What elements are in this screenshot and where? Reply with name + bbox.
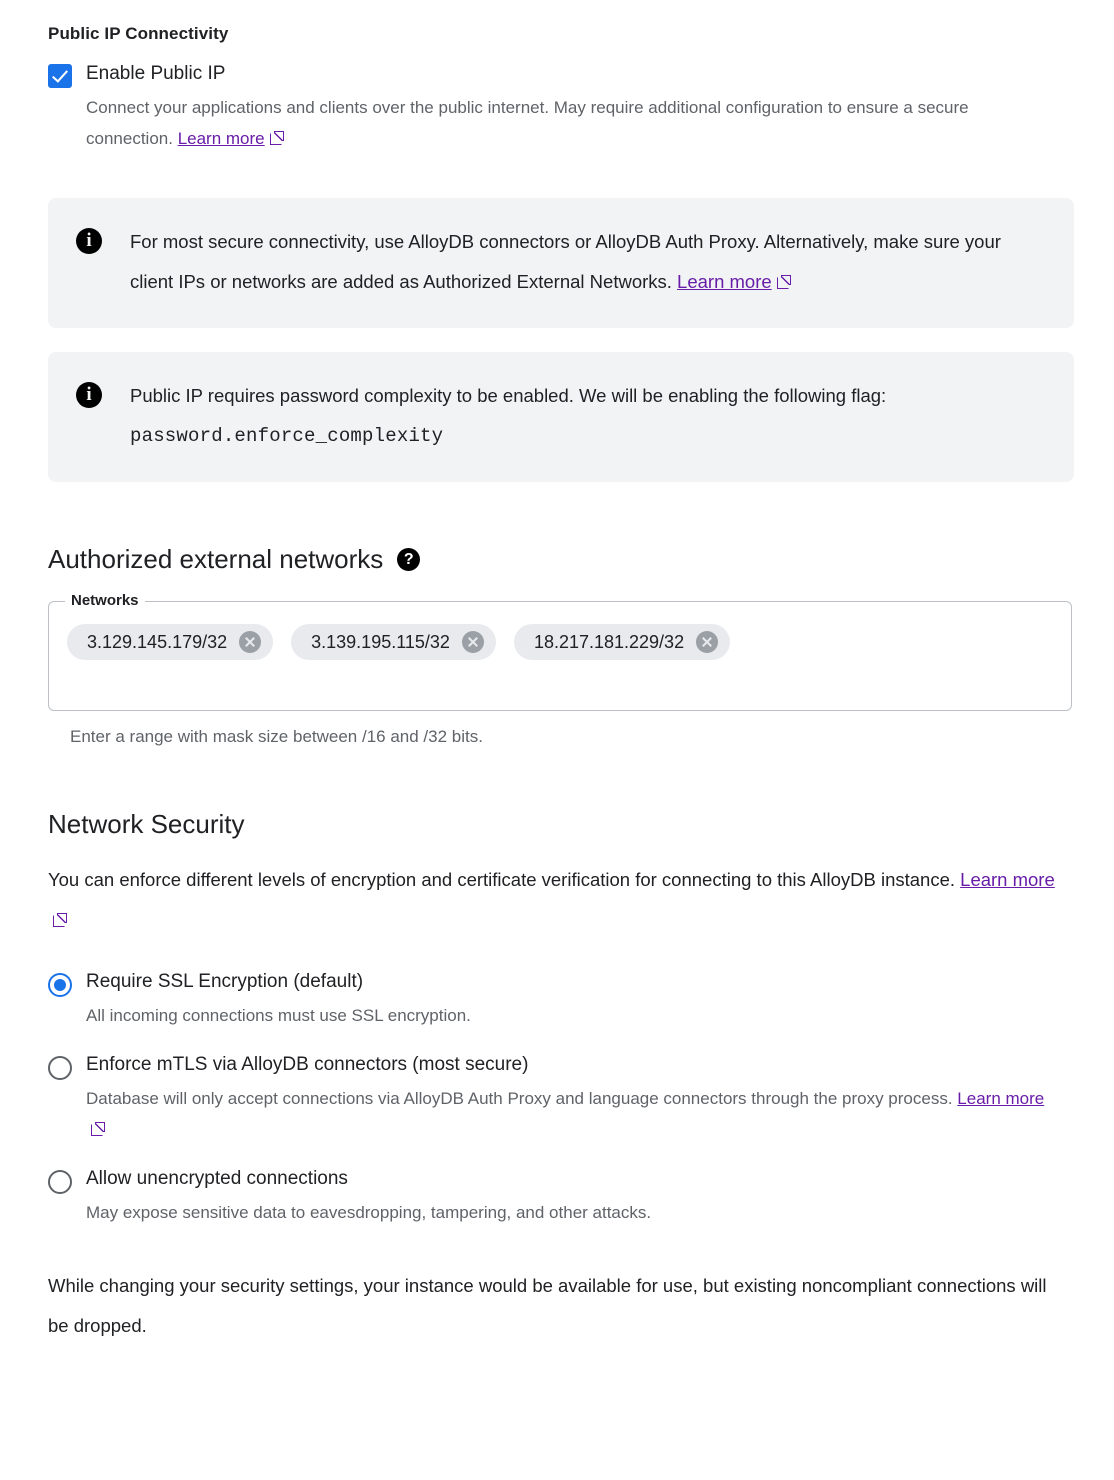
enable-public-ip-description [86,92,1006,154]
networks-hint-text: Enter a range with mask size between /16 and /32 bits. [70,727,483,746]
authorized-networks-heading: Authorized external networks [48,544,384,574]
enable-public-ip-label: Enable Public IP [86,63,226,84]
require-ssl-radio[interactable] [48,973,72,997]
network-security-learn-more-link[interactable]: Learn more [960,869,1055,890]
network-chip[interactable] [514,624,730,660]
enforce-mtls-label: Enforce mTLS via AlloyDB connectors (most secure) [86,1054,529,1075]
enable-public-ip-checkbox[interactable] [48,64,72,88]
require-ssl-label: Require SSL Encryption (default) [86,971,364,992]
authorized-networks-heading-row [48,544,1074,575]
network-chip-label: 3.129.145.179/32 [87,631,228,652]
secure-connectivity-callout-text [130,222,1010,302]
external-link-icon [53,913,67,927]
allow-unencrypted-radio[interactable] [48,1170,72,1194]
help-icon[interactable]: ? [397,548,420,571]
enforce-mtls-radio[interactable] [48,1056,72,1080]
close-icon[interactable] [462,631,484,653]
network-security-radio-group [48,970,1074,1228]
secure-connectivity-callout [48,198,1074,328]
password-complexity-callout [48,352,1074,482]
secure-connectivity-learn-more-link[interactable]: Learn more [677,271,772,292]
password-complexity-callout-text [130,376,886,456]
password-complexity-flag: password.enforce_complexity [130,425,444,447]
network-chip-label: 18.217.181.229/32 [533,631,685,652]
networks-field-legend: Networks [65,592,145,609]
enable-public-ip-description-text: Connect your applications and clients over the public internet. May require additional configuration to ensure a secure connection. [86,98,969,148]
public-ip-section-label: Public IP Connectivity [48,24,229,43]
allow-unencrypted-description: May expose sensitive data to eavesdropping, tampering, and other attacks. [86,1203,652,1222]
network-security-description [48,860,1058,940]
require-ssl-description: All incoming connections must use SSL encryption. [86,1006,471,1025]
enforce-mtls-description [86,1083,1046,1145]
option-allow-unencrypted[interactable] [48,1167,1074,1228]
network-chip-label: 3.139.195.115/32 [311,631,450,652]
security-settings-footnote: While changing your security settings, your instance would be available for use, but existing noncompliant connections will be dropped. [48,1275,1047,1336]
enforce-mtls-learn-more-link[interactable]: Learn more [957,1089,1045,1108]
network-chip[interactable] [291,624,496,660]
option-enforce-mtls[interactable] [48,1053,1074,1145]
close-icon[interactable] [239,631,261,653]
password-complexity-callout-body: Public IP requires password complexity to be enabled. We will be enabling the following flag: [130,385,887,406]
info-icon: i [76,382,102,408]
require-ssl-content [86,970,1074,1031]
enforce-mtls-description-text: Database will only accept connections via AlloyDB Auth Proxy and language connectors through the proxy process. [86,1089,953,1108]
enable-public-ip-content [86,62,1074,154]
external-link-icon [270,131,284,145]
network-security-description-text: You can enforce different levels of encryption and certificate verification for connecting to this AlloyDB instance. [48,869,956,890]
close-icon[interactable] [696,631,718,653]
network-chip[interactable] [67,624,273,660]
enable-public-ip-row[interactable] [48,62,1074,154]
public-ip-learn-more-link[interactable]: Learn more [177,129,265,148]
networks-chip-input[interactable] [48,592,1072,711]
networks-chip-list [67,624,1053,660]
network-security-heading: Network Security [48,809,245,839]
external-link-icon [91,1122,105,1136]
info-icon: i [76,228,102,254]
option-require-ssl[interactable] [48,970,1074,1031]
enforce-mtls-content [86,1053,1074,1145]
external-link-icon [777,275,791,289]
secure-connectivity-callout-body: For most secure connectivity, use AlloyDB connectors or AlloyDB Auth Proxy. Alternatively, make sure your client IPs or networks are added as Authorized External Networks. [130,231,1001,292]
allow-unencrypted-content [86,1167,1074,1228]
allow-unencrypted-label: Allow unencrypted connections [86,1168,348,1189]
